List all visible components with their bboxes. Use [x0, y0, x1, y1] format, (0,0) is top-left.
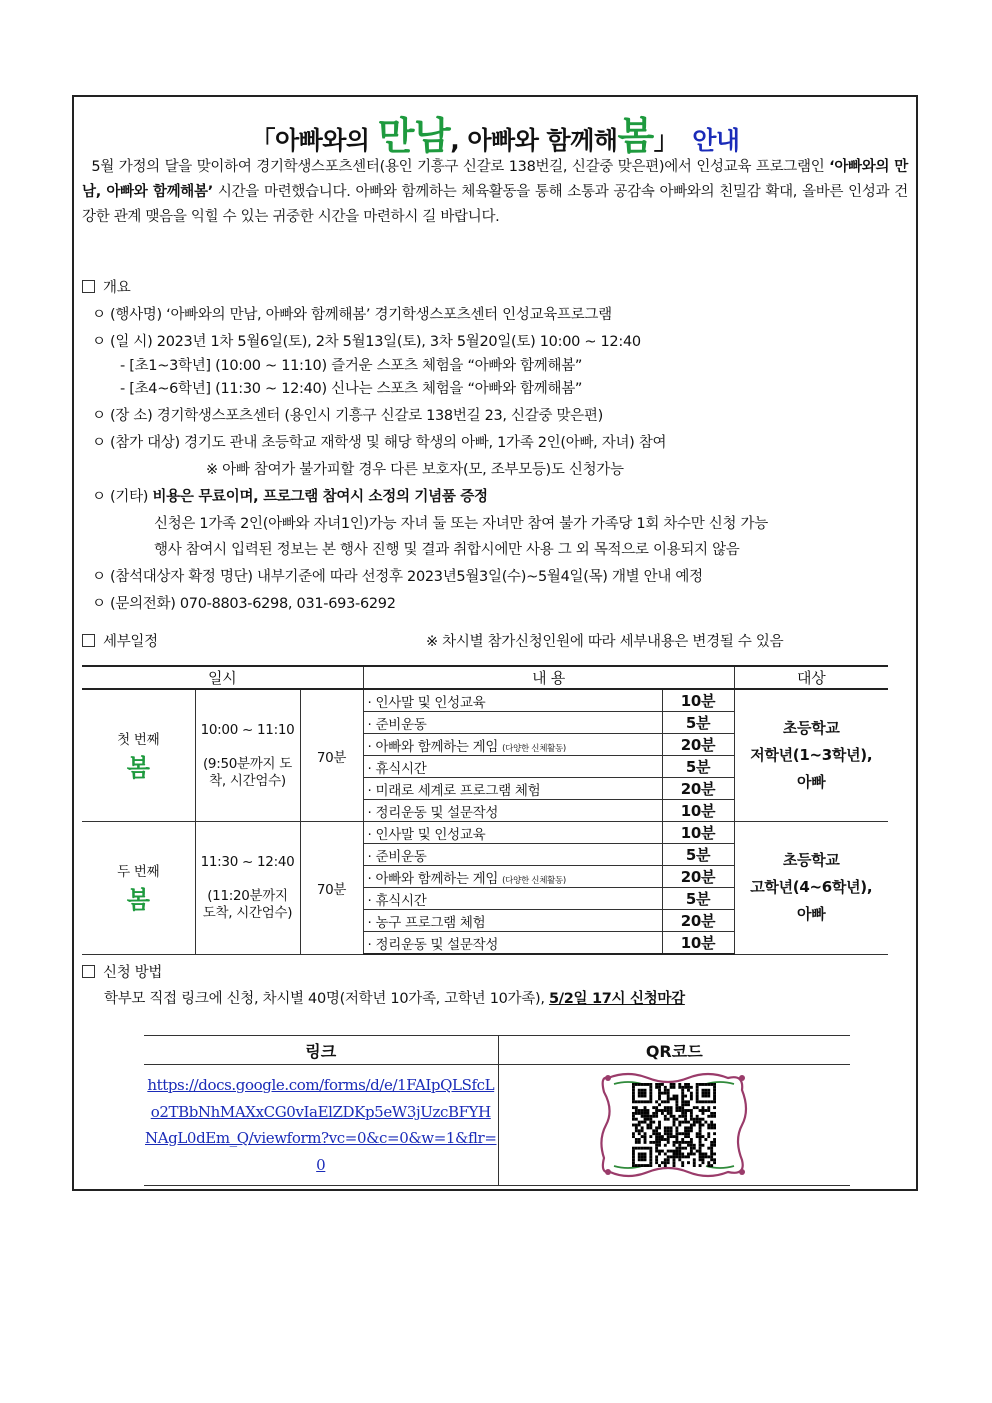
activity-name: · 휴식시간 [367, 760, 427, 777]
session-duration: 70분 [300, 822, 363, 955]
activity-cell [363, 932, 662, 955]
session-label: 두 번째 [117, 864, 160, 881]
activity-minutes: 10분 [662, 822, 734, 844]
qr-code-frame [598, 1070, 750, 1180]
activity-cell [363, 712, 662, 734]
overview-target-note: ※ 아빠 참여가 불가피할 경우 다른 보호자(모, 조부모등)도 신청가능 [206, 462, 624, 478]
activity-name: · 미래로 세계로 프로그램 체험 [367, 782, 541, 799]
col-target: 대상 [734, 666, 888, 689]
activity-minutes: 5분 [662, 712, 734, 734]
overview-date: ㅇ (일 시) 2023년 1차 5월6일(토), 2차 5월13일(토), 3차 5월20일(토) 10:00 ~ 12:40 [92, 334, 641, 350]
apply-text [104, 987, 685, 1008]
intro-paragraph [82, 155, 908, 230]
activity-name: · 휴식시간 [367, 892, 427, 909]
activity-name: · 인사말 및 인성교육 [367, 826, 486, 843]
activity-minutes: 20분 [662, 866, 734, 888]
apply-heading-text: 신청 방법 [103, 965, 163, 981]
session-target-1: 초등학교 [782, 719, 840, 737]
document-frame [72, 95, 918, 1191]
session-target-2: 저학년(1~3학년), [750, 746, 873, 764]
activity-cell [363, 866, 662, 888]
activity-cell [363, 888, 662, 910]
activity-minutes: 10분 [662, 932, 734, 955]
session-target-cell [734, 689, 888, 822]
schedule-row [82, 689, 888, 712]
etc-bold: 비용은 무료이며, 프로그램 참여시 소정의 기념품 증정 [152, 489, 488, 505]
link-table [144, 1035, 850, 1186]
activity-cell [363, 734, 662, 756]
checkbox-square-icon [82, 280, 95, 293]
session-target-2: 고학년(4~6학년), [750, 878, 873, 897]
session-target-3: 아빠 [797, 905, 826, 924]
overview-phone: ㅇ (문의전화) 070-8803-6298, 031-693-6292 [92, 596, 396, 612]
apply-heading [82, 961, 162, 982]
overview-event: ㅇ (행사명) ‘아빠와의 만남, 아빠와 함께해봄’ 경기학생스포츠센터 인성교육프로그램 [92, 307, 612, 323]
intro-text-1: 5월 가정의 달을 맞이하여 경기학생스포츠센터(용인 기흥구 신갈로 138번길, 신갈중 맞은편)에서 인성교육 프로그램인 [91, 159, 830, 175]
schedule-heading-text: 세부일정 [103, 634, 158, 650]
activity-cell [363, 756, 662, 778]
activity-name: · 정리운동 및 설문작성 [367, 804, 499, 821]
activity-minutes: 20분 [662, 778, 734, 800]
apply-deadline: 5/2일 17시 신청마감 [548, 991, 685, 1007]
col-qr: QR코드 [498, 1036, 850, 1065]
activity-minutes: 20분 [662, 734, 734, 756]
activity-name: · 농구 프로그램 체험 [367, 914, 486, 931]
apply-text-body: 학부모 직접 링크에 신청, 차시별 40명(저학년 10가족, 고학년 10가족), [104, 991, 545, 1007]
session-bom: 봄 [126, 886, 150, 915]
overview-date-sub-2: - [초4~6학년] (11:30 ~ 12:40) 신나는 스포츠 체험을 “아빠와 함께해봄” [120, 381, 583, 397]
title-highlight-1: 만남 [377, 114, 451, 158]
activity-sub: (다양한 신체활동) [502, 743, 566, 754]
schedule-row [82, 822, 888, 844]
session-target-3: 아빠 [797, 773, 826, 791]
title-text-3: 」 [653, 126, 679, 155]
overview-confirm: ㅇ (참석대상자 확정 명단) 내부기준에 따라 선정후 2023년5월3일(수)~5월4일(목) 개별 안내 예정 [92, 569, 703, 585]
col-content: 내 용 [363, 666, 734, 689]
activity-cell [363, 800, 662, 822]
title-tail: 안내 [692, 126, 740, 155]
overview-etc-sub-2: 행사 참여시 입력된 정보는 본 행사 진행 및 결과 취합시에만 사용 그 외 목적으로 이용되지 않음 [154, 542, 740, 558]
overview-target: ㅇ (참가 대상) 경기도 관내 초등학교 재학생 및 해당 학생의 아빠, 1가족 2인(아빠, 자녀) 참여 [92, 435, 667, 451]
activity-minutes: 5분 [662, 844, 734, 866]
overview-etc [92, 485, 488, 506]
session-time: 10:00 ~ 11:10 [200, 721, 295, 738]
checkbox-square-icon [82, 634, 95, 647]
activity-cell [363, 910, 662, 932]
activity-cell [363, 689, 662, 712]
schedule-heading [82, 630, 158, 651]
activity-minutes: 5분 [662, 888, 734, 910]
intro-program-name: ‘아빠와의 만남, 아빠와 함께해봄’ [82, 159, 909, 200]
session-bom: 봄 [126, 754, 150, 782]
activity-minutes: 20분 [662, 910, 734, 932]
title-highlight-2: 봄 [617, 114, 654, 158]
schedule-note: ※ 차시별 참가신청인원에 따라 세부내용은 변경될 수 있음 [426, 634, 784, 650]
activity-cell [363, 844, 662, 866]
col-date: 일시 [82, 666, 363, 689]
activity-sub: (다양한 신체활동) [502, 875, 566, 886]
checkbox-square-icon [82, 965, 95, 978]
overview-heading-text: 개요 [103, 280, 131, 296]
session-label-cell [82, 822, 195, 955]
activity-name: · 정리운동 및 설문작성 [367, 936, 499, 953]
activity-name: · 준비운동 [367, 716, 427, 733]
title-text-1: 「아빠와의 [250, 126, 378, 155]
session-time-cell [195, 822, 300, 955]
etc-prefix: ㅇ (기타) [92, 489, 153, 505]
overview-heading [82, 276, 130, 297]
activity-name: · 아빠와 함께하는 게임 [367, 738, 499, 755]
session-target-1: 초등학교 [782, 851, 840, 870]
col-link: 링크 [144, 1036, 498, 1065]
activity-minutes: 10분 [662, 800, 734, 822]
intro-text-2: 시간을 마련했습니다. 아빠와 함께하는 체육활동을 통해 소통과 공감속 아빠와의 친밀감 확대, 올바른 인성과 건강한 관계 맺음을 익힐 수 있는 귀중한 시간을 마련하시 길 바랍니다. [82, 184, 908, 225]
qr-code-icon[interactable] [632, 1083, 716, 1167]
overview-date-sub-1: - [초1~3학년] (10:00 ~ 11:10) 즐거운 스포츠 체험을 “아빠와 함께해봄” [120, 358, 583, 374]
schedule-table [82, 665, 888, 955]
activity-minutes: 5분 [662, 756, 734, 778]
activity-cell [363, 822, 662, 844]
overview-etc-sub-1: 신청은 1가족 2인(아빠와 자녀1인)가능 자녀 둘 또는 자녀만 참여 불가 가족당 1회 차수만 신청 가능 [154, 516, 768, 532]
session-time-cell [195, 689, 300, 822]
session-target-cell [734, 822, 888, 955]
session-time: 11:30 ~ 12:40 [200, 853, 295, 870]
session-duration: 70분 [300, 689, 363, 822]
form-link[interactable]: https://docs.google.com/forms/d/e/1FAIpQLSfcLo2TBbNhMAXxCG0vIaElZDKp5eW3jUzcBFYHNAgL0dEm_Q/viewform?vc=0&c=0&w=1&flr=0 [145, 1076, 497, 1174]
overview-place: ㅇ (장 소) 경기학생스포츠센터 (용인시 기흥구 신갈로 138번길 23, 신갈중 맞은편) [92, 408, 603, 424]
activity-minutes: 10분 [662, 689, 734, 712]
schedule-header-row [82, 666, 888, 689]
schedule-body [82, 689, 888, 954]
session-arrive: (11:20분까지 도착, 시간엄수) [202, 887, 293, 921]
title-text-2: , 아빠와 함께해 [450, 126, 618, 155]
session-arrive: (9:50분까지 도착, 시간엄수) [202, 755, 293, 789]
session-label: 첫 번째 [117, 732, 160, 748]
activity-name: · 인사말 및 인성교육 [367, 694, 486, 711]
activity-name: · 준비운동 [367, 848, 427, 865]
activity-name: · 아빠와 함께하는 게임 [367, 870, 499, 887]
page-title [74, 105, 916, 160]
activity-cell [363, 778, 662, 800]
session-label-cell [82, 689, 195, 822]
